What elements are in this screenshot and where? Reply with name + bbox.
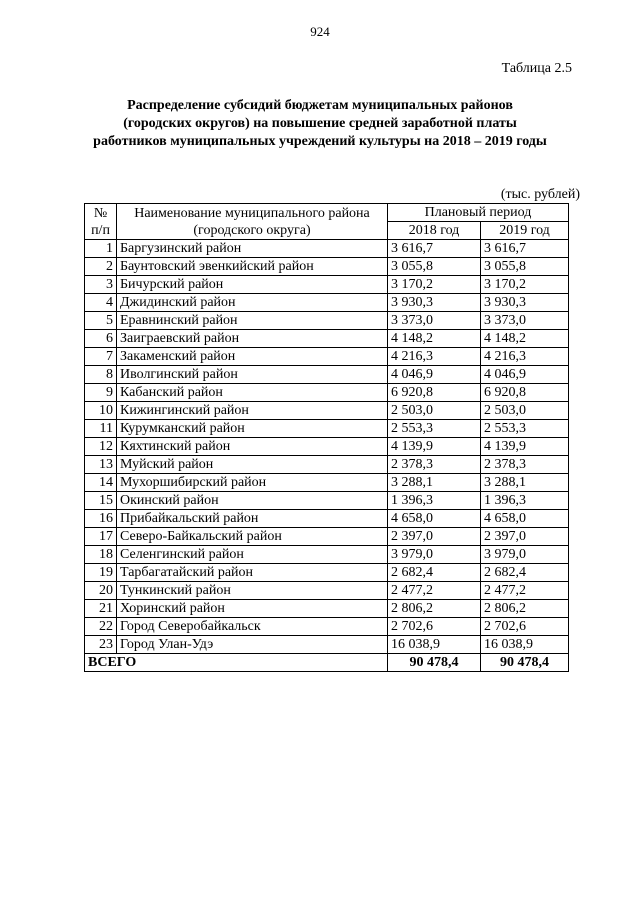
district-name: Кабанский район <box>117 384 388 402</box>
district-name: Еравнинский район <box>117 312 388 330</box>
table-row <box>85 564 569 582</box>
row-number: 5 <box>85 312 117 330</box>
row-number: 21 <box>85 600 117 618</box>
title-line: (городских округов) на повышение средней заработной платы <box>123 116 517 131</box>
value-2019: 4 216,3 <box>481 348 569 366</box>
district-name: Иволгинский район <box>117 366 388 384</box>
table-row <box>85 492 569 510</box>
district-name: Город Северобайкальск <box>117 618 388 636</box>
value-2019: 2 378,3 <box>481 456 569 474</box>
row-number: 3 <box>85 276 117 294</box>
district-name: Закаменский район <box>117 348 388 366</box>
row-number: 17 <box>85 528 117 546</box>
table-row <box>85 258 569 276</box>
table-row <box>85 402 569 420</box>
district-name: Северо-Байкальский район <box>117 528 388 546</box>
district-name: Селенгинский район <box>117 546 388 564</box>
value-2019: 3 930,3 <box>481 294 569 312</box>
district-name: Окинский район <box>117 492 388 510</box>
title-line: Распределение субсидий бюджетам муниципальных районов <box>127 98 513 113</box>
row-number: 15 <box>85 492 117 510</box>
value-2019: 3 055,8 <box>481 258 569 276</box>
value-2018: 3 373,0 <box>388 312 481 330</box>
total-2019: 90 478,4 <box>481 654 569 672</box>
table-row <box>85 546 569 564</box>
value-2019: 4 139,9 <box>481 438 569 456</box>
district-name: Прибайкальский район <box>117 510 388 528</box>
table-row <box>85 474 569 492</box>
district-name: Бичурский район <box>117 276 388 294</box>
value-2019: 2 682,4 <box>481 564 569 582</box>
value-2019: 2 477,2 <box>481 582 569 600</box>
row-number: 8 <box>85 366 117 384</box>
value-2019: 1 396,3 <box>481 492 569 510</box>
value-2019: 2 702,6 <box>481 618 569 636</box>
header-period: Плановый период <box>388 204 569 222</box>
row-number: 9 <box>85 384 117 402</box>
header-num <box>85 204 117 240</box>
value-2018: 4 658,0 <box>388 510 481 528</box>
value-2018: 3 979,0 <box>388 546 481 564</box>
title-line: работников муниципальных учреждений культуры на 2018 – 2019 годы <box>93 134 547 149</box>
row-number: 14 <box>85 474 117 492</box>
table-row <box>85 456 569 474</box>
table-row <box>85 420 569 438</box>
value-2019: 4 658,0 <box>481 510 569 528</box>
value-2018: 3 288,1 <box>388 474 481 492</box>
value-2018: 3 170,2 <box>388 276 481 294</box>
header-name-line2: (городского округа) <box>193 222 311 238</box>
district-name: Город Улан-Удэ <box>117 636 388 654</box>
row-number: 20 <box>85 582 117 600</box>
row-number: 16 <box>85 510 117 528</box>
district-name: Курумканский район <box>117 420 388 438</box>
row-number: 18 <box>85 546 117 564</box>
table-row <box>85 348 569 366</box>
district-name: Тарбагатайский район <box>117 564 388 582</box>
district-name: Мухоршибирский район <box>117 474 388 492</box>
table-row <box>85 294 569 312</box>
table-row <box>85 510 569 528</box>
header-num-line1: № <box>93 205 108 221</box>
row-number: 12 <box>85 438 117 456</box>
row-number: 6 <box>85 330 117 348</box>
value-2018: 3 055,8 <box>388 258 481 276</box>
value-2018: 3 616,7 <box>388 240 481 258</box>
header-name <box>117 204 388 240</box>
table-row <box>85 438 569 456</box>
value-2019: 4 148,2 <box>481 330 569 348</box>
value-2019: 3 373,0 <box>481 312 569 330</box>
value-2018: 2 553,3 <box>388 420 481 438</box>
total-label: ВСЕГО <box>85 654 388 672</box>
value-2019: 4 046,9 <box>481 366 569 384</box>
value-2019: 2 397,0 <box>481 528 569 546</box>
row-number: 22 <box>85 618 117 636</box>
value-2018: 2 682,4 <box>388 564 481 582</box>
value-2019: 3 170,2 <box>481 276 569 294</box>
table-body <box>85 240 569 672</box>
value-2018: 2 806,2 <box>388 600 481 618</box>
row-number: 7 <box>85 348 117 366</box>
header-year-2018: 2018 год <box>388 222 481 240</box>
district-name: Муйский район <box>117 456 388 474</box>
value-2018: 2 503,0 <box>388 402 481 420</box>
table-row <box>85 330 569 348</box>
total-2018: 90 478,4 <box>388 654 481 672</box>
subsidy-table <box>84 203 569 672</box>
table-row <box>85 366 569 384</box>
value-2019: 6 920,8 <box>481 384 569 402</box>
value-2018: 1 396,3 <box>388 492 481 510</box>
district-name: Кяхтинский район <box>117 438 388 456</box>
row-number: 19 <box>85 564 117 582</box>
value-2018: 2 378,3 <box>388 456 481 474</box>
table-row <box>85 582 569 600</box>
table-row <box>85 636 569 654</box>
row-number: 4 <box>85 294 117 312</box>
value-2019: 3 616,7 <box>481 240 569 258</box>
district-name: Хоринский район <box>117 600 388 618</box>
value-2018: 3 930,3 <box>388 294 481 312</box>
district-name: Джидинский район <box>117 294 388 312</box>
row-number: 11 <box>85 420 117 438</box>
value-2018: 2 702,6 <box>388 618 481 636</box>
row-number: 1 <box>85 240 117 258</box>
district-name: Тункинский район <box>117 582 388 600</box>
value-2019: 2 503,0 <box>481 402 569 420</box>
table-row <box>85 276 569 294</box>
total-row <box>85 654 569 672</box>
table-row <box>85 384 569 402</box>
value-2018: 4 139,9 <box>388 438 481 456</box>
value-2019: 3 979,0 <box>481 546 569 564</box>
unit-note: (тыс. рублей) <box>500 187 580 202</box>
value-2019: 16 038,9 <box>481 636 569 654</box>
row-number: 13 <box>85 456 117 474</box>
header-name-line1: Наименование муниципального района <box>134 205 370 221</box>
value-2018: 4 216,3 <box>388 348 481 366</box>
table-row <box>85 600 569 618</box>
district-name: Кижингинский район <box>117 402 388 420</box>
district-name: Баунтовский эвенкийский район <box>117 258 388 276</box>
table-row <box>85 312 569 330</box>
value-2018: 2 397,0 <box>388 528 481 546</box>
district-name: Баргузинский район <box>117 240 388 258</box>
page-number: 924 <box>310 24 330 39</box>
row-number: 2 <box>85 258 117 276</box>
header-num-line2: п/п <box>91 222 110 238</box>
table-row <box>85 528 569 546</box>
value-2019: 2 553,3 <box>481 420 569 438</box>
value-2019: 3 288,1 <box>481 474 569 492</box>
document-title <box>60 97 580 151</box>
row-number: 10 <box>85 402 117 420</box>
row-number: 23 <box>85 636 117 654</box>
header-year-2019: 2019 год <box>481 222 569 240</box>
value-2019: 2 806,2 <box>481 600 569 618</box>
table-row <box>85 618 569 636</box>
value-2018: 16 038,9 <box>388 636 481 654</box>
table-row <box>85 240 569 258</box>
value-2018: 4 148,2 <box>388 330 481 348</box>
value-2018: 4 046,9 <box>388 366 481 384</box>
district-name: Заиграевский район <box>117 330 388 348</box>
value-2018: 6 920,8 <box>388 384 481 402</box>
value-2018: 2 477,2 <box>388 582 481 600</box>
table-label: Таблица 2.5 <box>501 61 572 76</box>
